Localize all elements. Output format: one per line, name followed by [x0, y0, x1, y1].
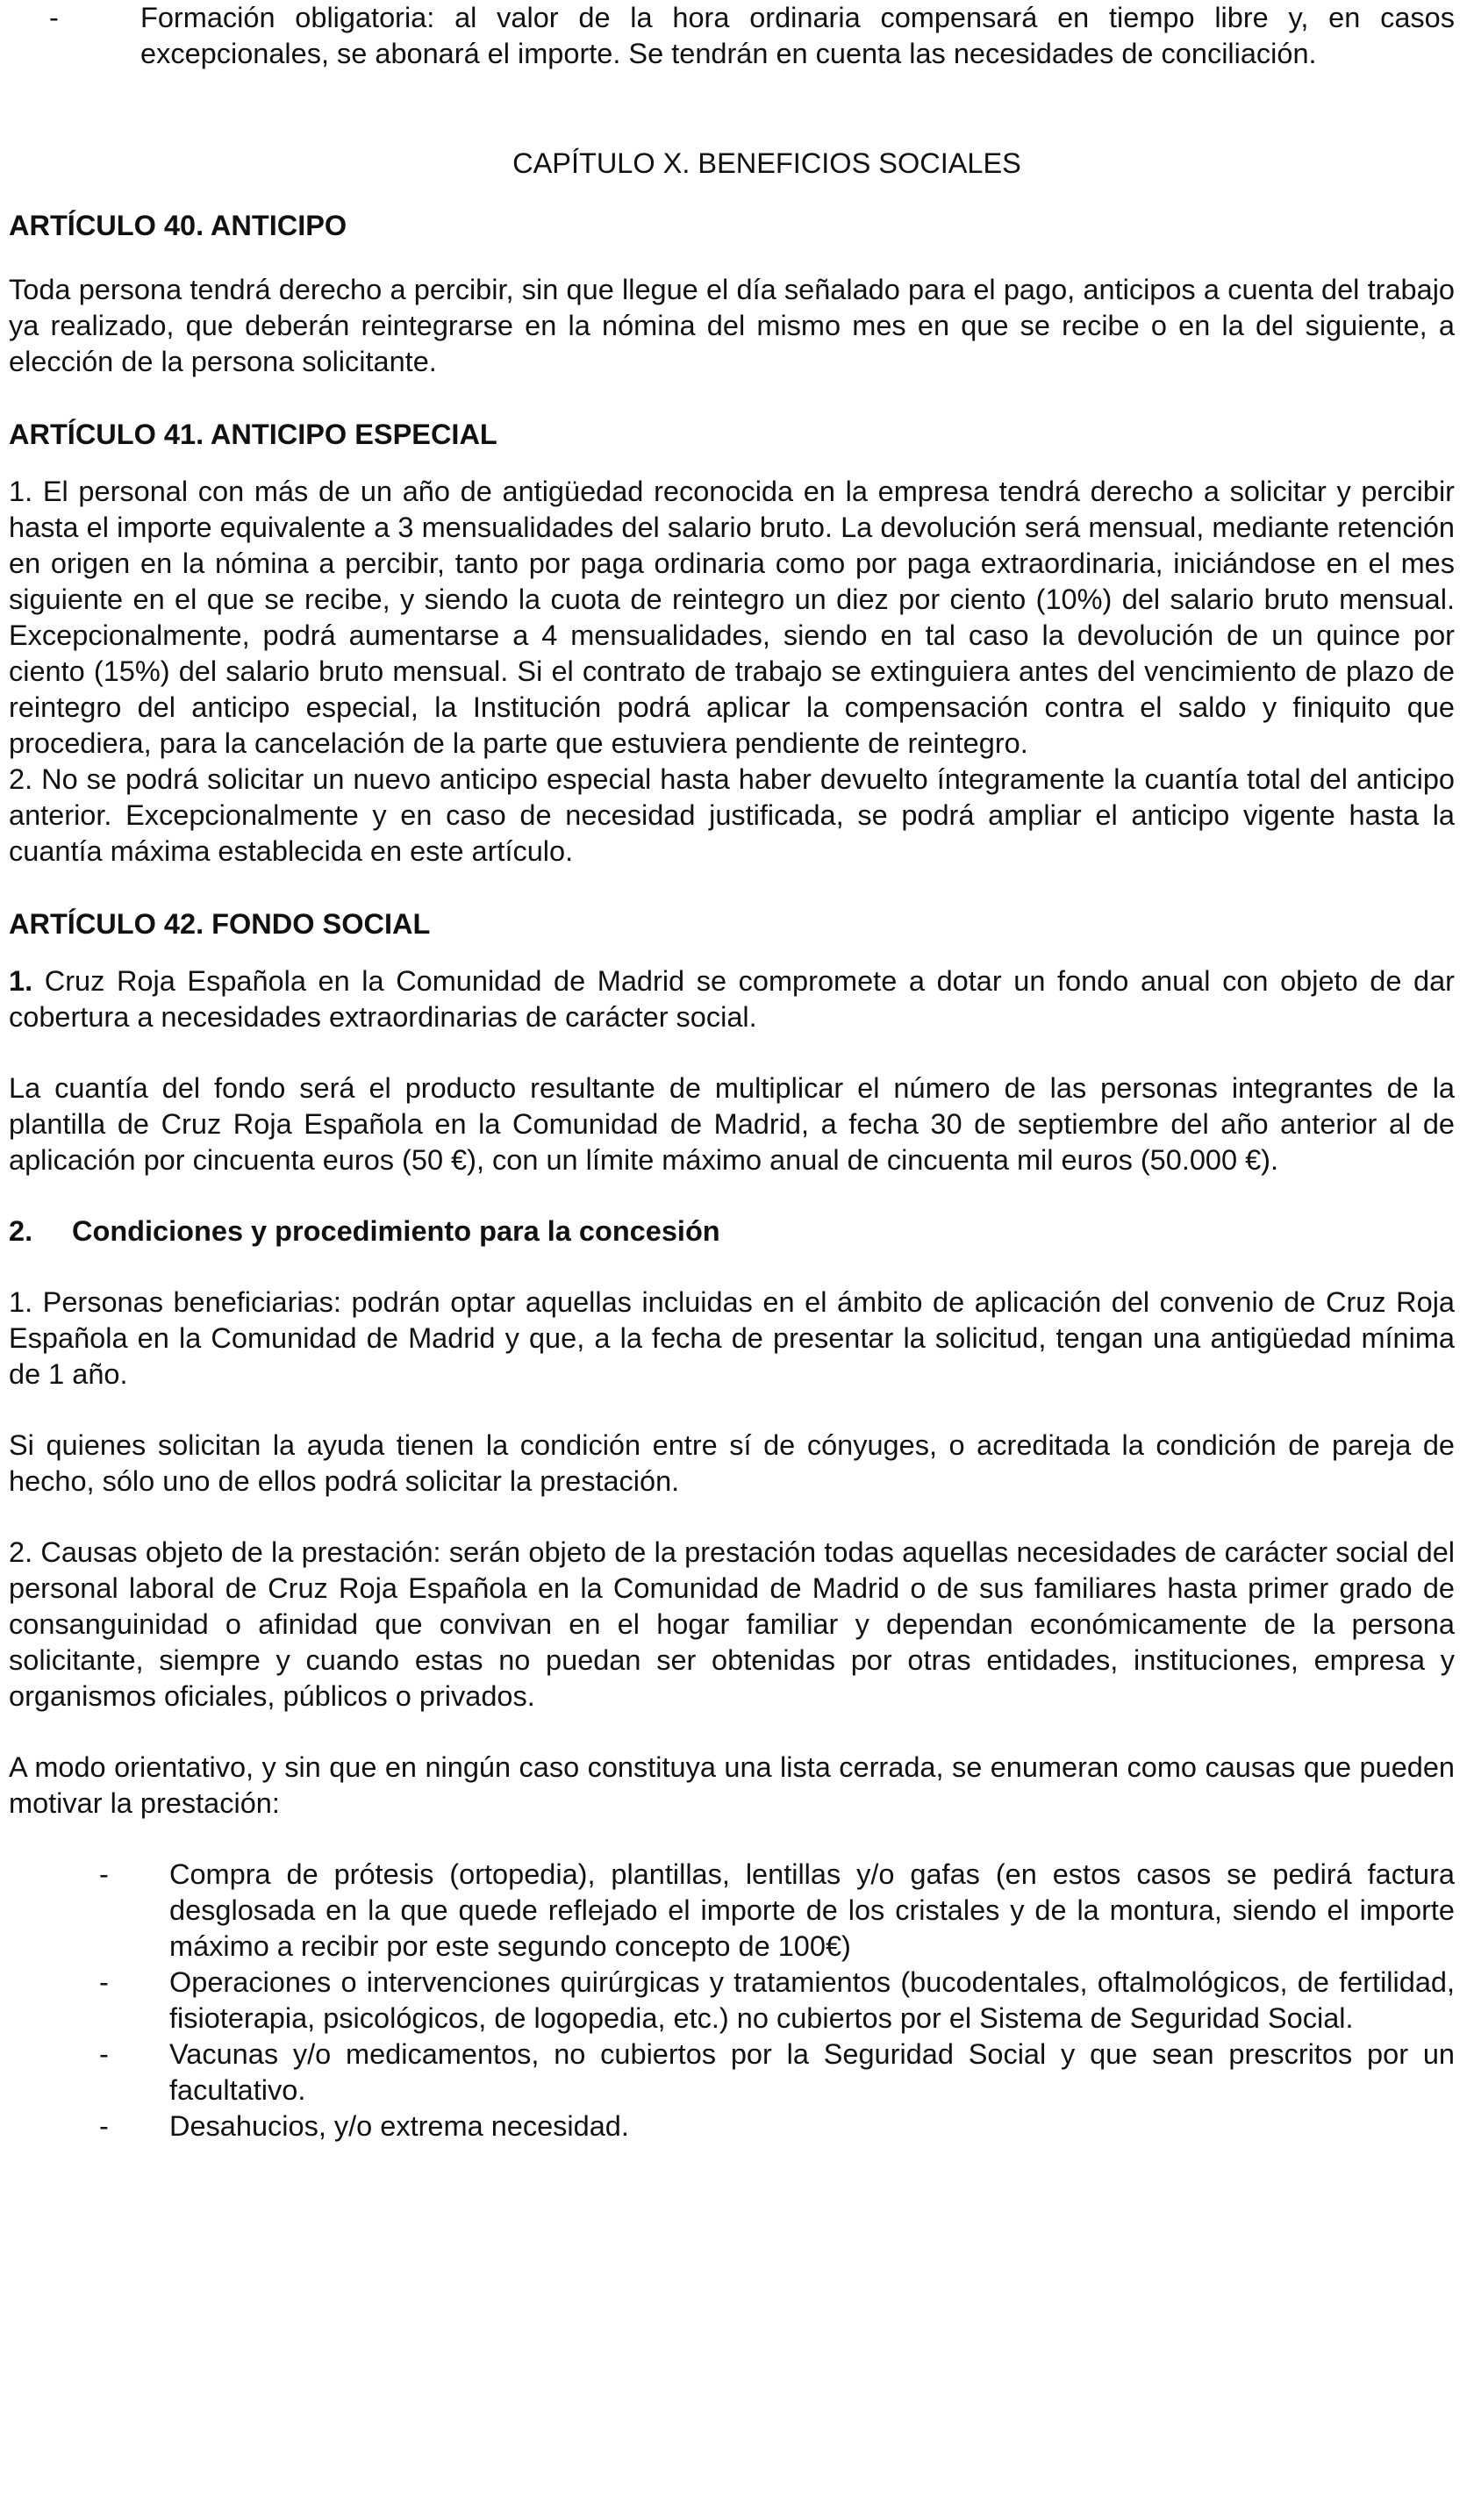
list-item — [99, 2108, 1455, 2144]
list-dash: - — [99, 1858, 109, 1890]
section-2-heading — [9, 1213, 1455, 1249]
chapter-title: CAPÍTULO X. BENEFICIOS SOCIALES — [512, 147, 1021, 179]
list-item-text: Desahucios, y/o extrema necesidad. — [169, 2110, 629, 2142]
list-item — [99, 2037, 1455, 2108]
article-42-paragraph-1 — [9, 963, 1455, 1035]
list-item-text: Compra de prótesis (ortopedia), plantillas, lentillas y/o gafas (en estos casos se pedirá factura desglosada en la que quede reflejado el importe de los cristales y de la montura, siendo el importe máximo a recibir por este segundo concepto de 100€) — [169, 1858, 1455, 1962]
article-41-heading: ARTÍCULO 41. ANTICIPO ESPECIAL — [9, 419, 497, 450]
article-40-heading: ARTÍCULO 40. ANTICIPO — [9, 210, 347, 241]
article-42-paragraph-5: 2. Causas objeto de la prestación: serán objeto de la prestación todas aquellas necesidades de carácter social del personal laboral de Cruz Roja Española en la Comunidad de Madrid o de sus familiares hasta primer grado de consanguinidad o afinidad que convivan en el hogar familiar y dependan económicamente de la persona solicitante, siempre y cuando estas no puedan ser obtenidas por otras entidades, instituciones, empresa y organismos oficiales, públicos o privados. — [9, 1536, 1455, 1712]
article-42-paragraph-3: 1. Personas beneficiarias: podrán optar aquellas incluidas en el ámbito de aplicación del convenio de Cruz Roja Española en la Comunidad de Madrid y que, a la fecha de presentar la solicitud, tengan una antigüedad mínima de 1 año. — [9, 1286, 1455, 1390]
article-41-paragraph-2: 2. No se podrá solicitar un nuevo anticipo especial hasta haber devuelto íntegramente la cuantía total del anticipo anterior. Excepcionalmente y en caso de necesidad justificada, se podrá ampliar el anticipo vigente hasta la cuantía máxima establecida en este artículo. — [9, 763, 1455, 867]
article-40-body: Toda persona tendrá derecho a percibir, sin que llegue el día señalado para el pago, anticipos a cuenta del trabajo ya realizado, que deberán reintegrarse en la nómina del mismo mes en que se recibe o en la del siguiente, a elección de la persona solicitante. — [9, 274, 1455, 377]
section-title: Condiciones y procedimiento para la concesión — [72, 1215, 720, 1247]
list-item — [99, 1965, 1455, 2037]
list-dash: - — [99, 2110, 109, 2142]
list-item — [49, 0, 1455, 72]
list-item — [99, 1857, 1455, 1965]
article-42-paragraph-4: Si quienes solicitan la ayuda tienen la condición entre sí de cónyuges, o acreditada la condición de pareja de hecho, sólo uno de ellos podrá solicitar la prestación. — [9, 1429, 1455, 1497]
list-item-text: Formación obligatoria: al valor de la hora ordinaria compensará en tiempo libre y, en casos excepcionales, se abonará el importe. Se tendrán en cuenta las necesidades de conciliación. — [140, 2, 1455, 69]
list-item-text: Operaciones o intervenciones quirúrgicas y tratamientos (bucodentales, oftalmológicos, de fertilidad, fisioterapia, psicológicos, de logopedia, etc.) no cubiertos por el Sistema de Seguridad Social. — [169, 1966, 1455, 2034]
list-dash: - — [99, 1966, 109, 1998]
list-dash: - — [99, 2038, 109, 2070]
paragraph-text: Cruz Roja Española en la Comunidad de Madrid se compromete a dotar un fondo anual con objeto de dar cobertura a necesidades extraordinarias de carácter social. — [9, 965, 1455, 1033]
article-42-paragraph-6: A modo orientativo, y sin que en ningún caso constituya una lista cerrada, se enumeran como causas que pueden motivar la prestación: — [9, 1751, 1455, 1819]
list-item-text: Vacunas y/o medicamentos, no cubiertos por la Seguridad Social y que sean prescritos por un facultativo. — [169, 2038, 1455, 2106]
list-dash: - — [49, 2, 59, 33]
section-number: 2. — [9, 1215, 33, 1247]
document-page — [9, 0, 1455, 2144]
article-42-paragraph-2: La cuantía del fondo será el producto resultante de multiplicar el número de las personas integrantes de la plantilla de Cruz Roja Española en la Comunidad de Madrid, a fecha 30 de septiembre del año anterior al de aplicación por cincuenta euros (50 €), con un límite máximo anual de cincuenta mil euros (50.000 €). — [9, 1072, 1455, 1176]
paragraph-number: 1. — [9, 965, 33, 997]
article-41-paragraph-1: 1. El personal con más de un año de antigüedad reconocida en la empresa tendrá derecho a solicitar y percibir hasta el importe equivalente a 3 mensualidades del salario bruto. La devolución será mensual, mediante retención en origen en la nómina a percibir, tanto por paga ordinaria como por paga extraordinaria, iniciándose en el mes siguiente en el que se recibe, y siendo la cuota de reintegro un diez por ciento (10%) del salario bruto mensual. Excepcionalmente, podrá aumentarse a 4 mensualidades, siendo en tal caso la devolución de un quince por ciento (15%) del salario bruto mensual. Si el contrato de trabajo se extinguiera antes del vencimiento de plazo de reintegro del anticipo especial, la Institución podrá aplicar la compensación contra el saldo y finiquito que procediera, para la cancelación de la parte que estuviera pendiente de reintegro. — [9, 476, 1455, 759]
article-42-heading: ARTÍCULO 42. FONDO SOCIAL — [9, 908, 431, 940]
